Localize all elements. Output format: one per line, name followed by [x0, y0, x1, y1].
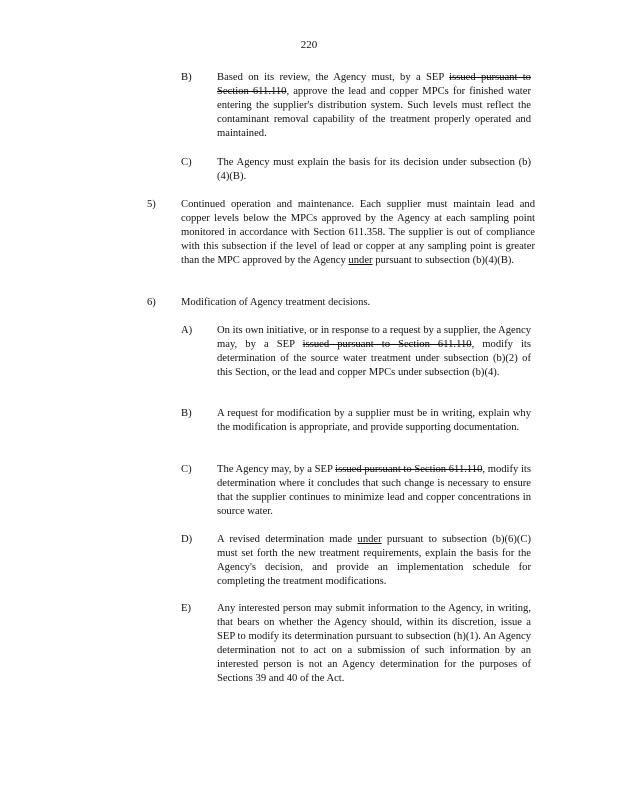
item-label: A)	[181, 325, 193, 336]
section-6-modification	[147, 296, 537, 310]
item-label: C)	[181, 464, 192, 475]
item-label: B)	[181, 72, 192, 83]
item-label: B)	[181, 408, 192, 419]
item-text: Based on its review, the Agency must, by a SEP issued pursuant to Section 611.110, approve the lead and copper MPCs for finished water entering the supplier's distribution system. Such levels must reflect the contaminant removal capability of the treatment properly operated and maintained.	[217, 72, 531, 139]
section-5-continued-operation	[147, 198, 537, 268]
deleted-text: issued pursuant to Section 611.110	[335, 464, 483, 475]
paragraph-a-initiative	[181, 324, 533, 380]
item-label: 6)	[147, 297, 156, 308]
deleted-text: issued pursuant to Section 611.110	[217, 72, 531, 97]
item-label: E)	[181, 603, 191, 614]
item-text: Continued operation and maintenance. Each supplier must maintain lead and copper levels below the MPCs approved by the Agency at each sampling point monitored in accordance with Section 611.358. The supplier is out of compliance with this subsection if the level of lead or copper at any sampling point is greater than the MPC approved by the Agency under pursuant to subsection (b)(4)(B).	[181, 199, 535, 266]
item-label: D)	[181, 534, 193, 545]
item-text: The Agency must explain the basis for its decision under subsection (b)(4)(B).	[217, 157, 531, 182]
item-text: The Agency may, by a SEP issued pursuant to Section 611.110, modify its determination where it concludes that such change is necessary to ensure that the supplier continues to minimize lead and copper concentrations in source water.	[217, 464, 531, 517]
page-number: 220	[300, 39, 318, 51]
deleted-text: issued pursuant to Section 611.110	[302, 339, 472, 350]
inserted-text: under	[357, 534, 382, 545]
paragraph-c-explain	[181, 156, 533, 184]
inserted-text: under	[348, 255, 373, 266]
paragraph-d-revised	[181, 533, 533, 589]
item-text: Any interested person may submit information to the Agency, in writing, that bears on whether the Agency should, within its discretion, issue a SEP to modify its determination pursuant to subsection (h)(1). An Agency determination not to act on a submission of such information by an interested person is not an Agency determination for the purposes of Sections 39 and 40 of the Act.	[217, 603, 531, 684]
item-text: A revised determination made under pursuant to subsection (b)(6)(C) must set forth the new treatment requirements, explain the basis for the Agency's decision, and provide an implementation schedule for completing the treatment modifications.	[217, 534, 531, 587]
paragraph-e-interested	[181, 602, 533, 686]
paragraph-b-request	[181, 407, 533, 435]
section-heading: Modification of Agency treatment decisions.	[181, 297, 371, 308]
paragraph-b-review	[181, 71, 533, 141]
item-label: 5)	[147, 199, 156, 210]
paragraph-c-modify	[181, 463, 533, 519]
item-label: C)	[181, 157, 192, 168]
item-text: A request for modification by a supplier must be in writing, explain why the modification is appropriate, and provide supporting documentation.	[217, 408, 531, 433]
item-text: On its own initiative, or in response to a request by a supplier, the Agency may, by a SEP issued pursuant to Section 611.110, modify its determination of the source water treatment under subsection (b)(2) of this Section, or the lead and copper MPCs under subsection (b)(4).	[217, 325, 531, 378]
